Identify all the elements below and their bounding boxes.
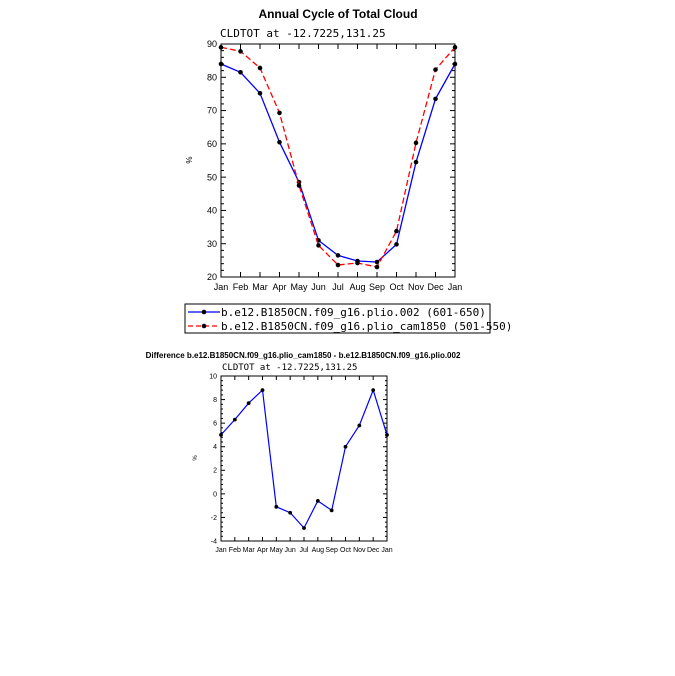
y-tick-label: 2 [213,467,217,475]
series-1-point [433,97,438,102]
series-1-point [330,508,334,512]
series-2-point [219,45,224,50]
y-tick-label: -4 [210,538,217,546]
series-1-point [453,62,458,67]
x-tick-label: Jun [284,547,296,554]
y-tick-label: 0 [213,491,217,499]
legend-label-series-2: b.e12.B1850CN.f09_g16.plio_cam1850 (501-550) [221,320,513,333]
series-1-point [357,424,361,428]
x-tick-label: Dec [366,547,380,554]
series-1-point [316,499,320,503]
chart2-title: Difference b.e12.B1850CN.f09_g16.plio_cam1850 - b.e12.B1850CN.f09_g16.plio.002 [145,351,461,360]
chart1-title: Annual Cycle of Total Cloud [258,7,418,21]
series-1-point [302,526,306,530]
series-1-point [385,433,389,437]
y-tick-label: 60 [206,139,217,150]
y-tick-label: 6 [213,420,217,428]
series-1-point [277,140,282,145]
series-2-point [277,111,282,116]
y-tick-label: 10 [209,373,217,381]
series-2-point [375,265,380,270]
x-tick-label: Aug [349,282,366,292]
y-tick-label: 20 [206,272,217,283]
x-tick-label: Oct [389,282,404,292]
y-tick-label: -2 [210,514,217,522]
series-2-line [221,47,455,267]
series-2-point [336,263,341,268]
series-1-point [238,70,243,75]
chart1-subtitle: CLDTOT at -12.7225,131.25 [220,27,386,40]
x-tick-label: Feb [232,282,249,292]
series-2-point [453,45,458,50]
y-tick-label: 50 [206,172,217,183]
x-tick-label: Jan [447,282,463,292]
series-1-point [371,388,375,392]
chart2-plot [209,373,393,554]
legend-label-series-1: b.e12.B1850CN.f09_g16.plio.002 (601-650) [221,306,486,319]
series-2-point [238,49,243,54]
series-2-point [316,243,321,248]
x-tick-label: Apr [257,547,268,554]
series-1-point [219,433,223,437]
x-tick-label: Jan [213,282,229,292]
x-tick-label: Sep [325,547,338,554]
series-1-point [258,91,263,96]
chart1-legend [185,304,512,333]
series-1-point [394,242,399,247]
x-tick-label: May [290,282,308,292]
chart2-subtitle: CLDTOT at -12.7225,131.25 [222,363,358,373]
y-tick-label: 70 [206,105,217,116]
x-tick-label: Dec [427,282,444,292]
y-tick-label: 90 [206,39,217,50]
x-tick-label: Mar [252,282,268,292]
x-tick-label: Jan [381,547,393,554]
plot-frame [221,44,455,277]
chart1-plot [207,39,462,292]
x-tick-label: Aug [311,547,325,554]
series-1-point [219,62,224,67]
series-1-line [221,390,387,528]
series-1-point [247,401,251,405]
chart1-ylabel: % [185,156,194,164]
legend-marker-series-2 [202,324,207,329]
x-tick-label: Nov [407,282,425,292]
x-tick-label: Sep [368,282,386,292]
x-tick-label: Apr [272,282,287,292]
plot-frame [221,376,387,541]
series-2-point [258,66,263,71]
series-1-point [375,260,380,265]
x-tick-label: Feb [228,547,241,554]
x-tick-label: Jun [311,282,326,292]
series-2-point [433,67,438,72]
series-1-point [288,511,292,515]
x-tick-label: Jan [215,547,227,554]
chart2-ylabel: % [193,455,199,461]
y-tick-label: 8 [213,397,217,405]
series-2-point [297,183,302,188]
x-tick-label: May [269,547,283,554]
x-tick-label: Oct [340,547,351,554]
x-tick-label: Jul [299,547,309,554]
series-1-point [344,445,348,449]
y-tick-label: 30 [206,238,217,249]
legend-marker-series-1 [202,310,207,315]
series-2-point [414,141,419,146]
x-tick-label: Mar [242,547,255,554]
series-1-point [261,388,265,392]
y-tick-label: 40 [206,205,217,216]
series-1-point [414,160,419,165]
x-tick-label: Nov [353,547,366,554]
series-2-point [355,261,360,266]
y-tick-label: 4 [213,444,217,452]
series-1-point [274,505,278,509]
x-tick-label: Jul [332,282,344,292]
y-tick-label: 80 [206,72,217,83]
series-2-point [394,229,399,234]
series-1-point [233,418,237,422]
series-1-point [336,253,341,258]
series-1-line [221,64,455,262]
